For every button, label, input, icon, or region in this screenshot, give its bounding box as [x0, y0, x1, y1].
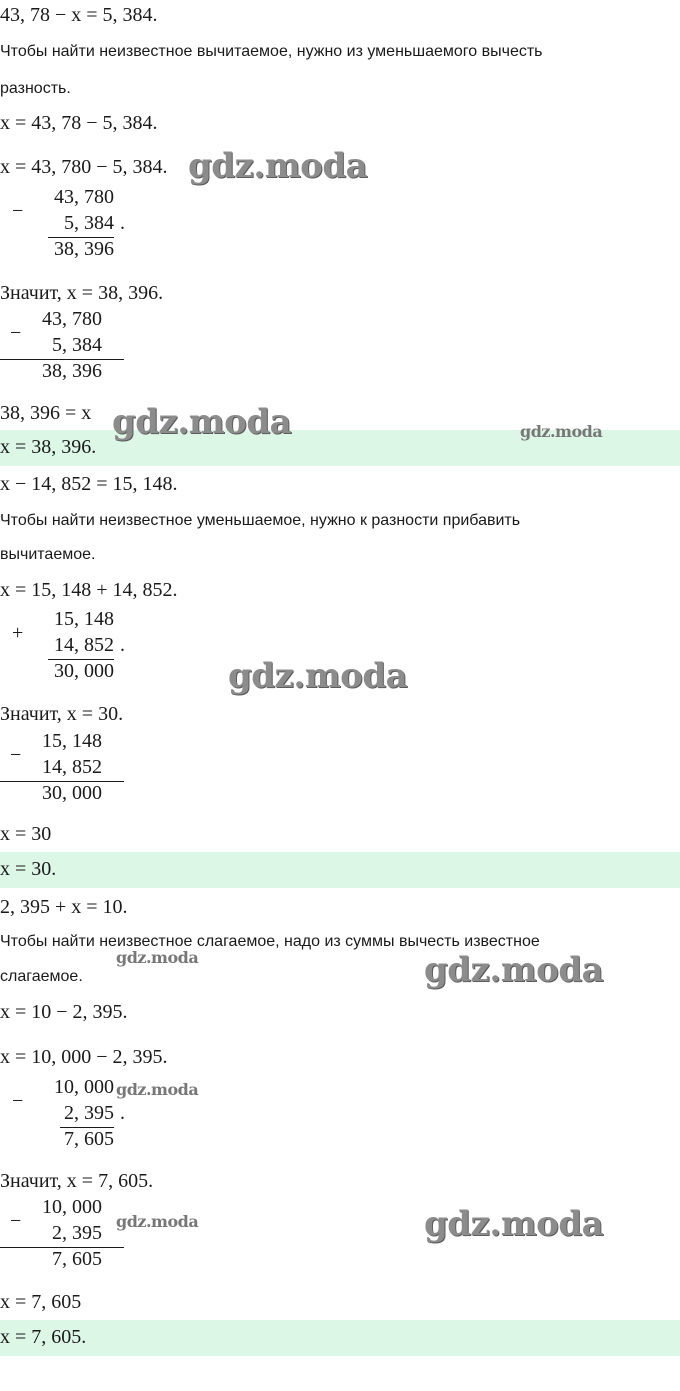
watermark-logo: gdz.moda — [424, 1204, 604, 1244]
rule-text-1a: Чтобы найти неизвестное вычитаемое, нужно из уменьшаемого вычесть — [0, 43, 543, 60]
column-subtrahend: 14, 852 — [42, 756, 102, 778]
column-dot: . — [120, 634, 125, 656]
column-result: 38, 396 — [42, 360, 102, 382]
column-dot: . — [120, 1102, 125, 1124]
column-result: 7, 605 — [52, 1248, 102, 1270]
equation-3: 2, 395 + x = 10. — [0, 896, 128, 918]
watermark-logo: gdz.moda — [228, 656, 408, 696]
answer-highlight-2 — [0, 852, 680, 888]
column-addend-2: 14, 852 — [54, 634, 114, 656]
column-result: 38, 396 — [54, 238, 114, 260]
column-sign: + — [12, 622, 24, 644]
step-3-2: x = 10, 000 − 2, 395. — [0, 1046, 168, 1068]
column-subtrahend: 2, 395 — [64, 1102, 114, 1124]
column-minuend: 15, 148 — [42, 730, 102, 752]
column-subtrahend: 5, 384 — [64, 212, 114, 234]
column-minuend: 10, 000 — [54, 1076, 114, 1098]
column-addend-1: 15, 148 — [54, 608, 114, 630]
column-dot: . — [120, 212, 125, 234]
watermark-logo: gdz.moda — [112, 402, 292, 442]
watermark-logo: gdz.moda — [520, 422, 603, 441]
conclusion-1: Значит, x = 38, 396. — [0, 282, 164, 304]
column-minuend: 43, 780 — [42, 308, 102, 330]
column-subtrahend: 2, 395 — [52, 1222, 102, 1244]
check-2: x = 30 — [0, 823, 52, 845]
check-1: 38, 396 = x — [0, 402, 92, 424]
column-minuend: 10, 000 — [42, 1196, 102, 1218]
column-sign: − — [12, 200, 24, 222]
rule-text-2a: Чтобы найти неизвестное уменьшаемое, нужно к разности прибавить — [0, 512, 521, 529]
column-subtrahend: 5, 384 — [52, 334, 102, 356]
conclusion-3: Значит, x = 7, 605. — [0, 1170, 154, 1192]
answer-2: x = 30. — [0, 858, 57, 880]
equation-2: x − 14, 852 = 15, 148. — [0, 473, 178, 495]
column-sign: − — [10, 1210, 22, 1232]
conclusion-2: Значит, x = 30. — [0, 703, 124, 725]
watermark-logo: gdz.moda — [424, 950, 604, 990]
step-2-1: x = 15, 148 + 14, 852. — [0, 579, 178, 601]
column-minuend: 43, 780 — [54, 186, 114, 208]
watermark-logo: gdz.moda — [188, 146, 368, 186]
watermark-logo: gdz.moda — [116, 1212, 199, 1231]
column-sign: − — [10, 322, 22, 344]
rule-text-3b: слагаемое. — [0, 968, 83, 985]
answer-1: x = 38, 396. — [0, 436, 97, 458]
step-1-2: x = 43, 780 − 5, 384. — [0, 156, 168, 178]
answer-highlight-3 — [0, 1320, 680, 1356]
check-3: x = 7, 605 — [0, 1291, 82, 1313]
step-1-1: x = 43, 78 − 5, 384. — [0, 112, 158, 134]
rule-text-3a: Чтобы найти неизвестное слагаемое, надо из суммы вычесть известное — [0, 933, 540, 950]
step-3-1: x = 10 − 2, 395. — [0, 1001, 128, 1023]
equation-1: 43, 78 − x = 5, 384. — [0, 4, 158, 26]
watermark-logo: gdz.moda — [116, 1080, 199, 1099]
column-result: 30, 000 — [54, 660, 114, 682]
rule-text-1b: разность. — [0, 80, 71, 97]
column-result: 7, 605 — [64, 1128, 114, 1150]
answer-3: x = 7, 605. — [0, 1326, 87, 1348]
column-sign: − — [12, 1090, 24, 1112]
column-result: 30, 000 — [42, 782, 102, 804]
watermark-logo: gdz.moda — [116, 948, 199, 967]
column-sign: − — [10, 744, 22, 766]
rule-text-2b: вычитаемое. — [0, 546, 96, 563]
